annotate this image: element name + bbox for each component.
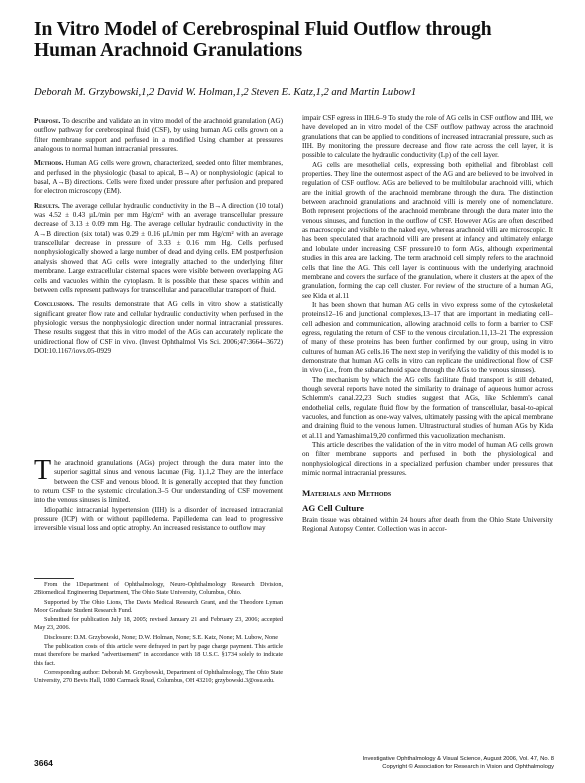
body-paragraph-4: The mechanism by which the AG cells facilitate fluid transport is still debated, though several reports have noted the similarity to drainage of aqueous humor across Schlemm's canal.22,23 Such studies suggest that AGs, like Schlemm's canal endothelial cells, regulate fluid flow by the formation of transcellular, basal-to-apical vacuoles, and function as one-way valves, ultimately passing with the apical membrane and draining fluid to the venous lumen. Ultrastructural studies of human AGs by Kida et al.11 and Yamashima19,20 confirmed this vacuolization mechanism. (302, 375, 553, 440)
footnote-rule (34, 578, 74, 579)
section-heading: Materials and Methods (302, 488, 392, 499)
author-list: Deborah M. Grzybowski,1,2 David W. Holman,1,2 Steven E. Katz,1,2 and Martin Lubow1 (34, 87, 417, 98)
right-column (302, 114, 553, 535)
abstract-methods (34, 159, 283, 196)
body-paragraph-2: AG cells are mesothelial cells, expressing both epithelial and fibroblast cell properties. They line the outermost aspect of the AG and are believed to be involved in regulation of CSF outflow. AGs are believed to be multilobular arachnoid villi, which are the initial growth of the arachnoid membrane through the dura. The distinction between arachnoid granulations and arachnoid villi is merely one of nomenclature. Both represent projections of the arachnoid membrane through the dura mater into the venous sinuses, and function in the outflow of CSF. However AGs are often described as macroscopic and visible to the naked eye, whereas arachnoid villi are microscopic. It has been speculated that arachnoid villi are present at infancy and ultimately enlarge and lobulate under increasing CSF pressure10 to form AGs, although experimental studies in this area are lacking. The term arachnoid cell simply refers to the arachnoid cells that line the AG. This cell layer is continuous with the underlying arachnoid membrane and covers the surface of the granulation, where it clusters at the apex of the granulation, forming the cap cell cluster. For review of the structure of a human AG, see Kida et al.11 (302, 160, 553, 300)
citation-doi: (Invest Ophthalmol Vis Sci. 2006;47:3664–3672) DOI:10.1167/iovs.05-0929 (34, 337, 283, 355)
page-number: 3664 (34, 758, 53, 768)
article-title: In Vitro Model of Cerebrospinal Fluid Outflow through Human Arachnoid Granulations (34, 19, 492, 61)
body-paragraph-6: Brain tissue was obtained within 24 hours after death from the Ohio State University Regional Autopsy Center. Collection was in accor- (302, 516, 553, 534)
results-text: The average cellular hydraulic conductivity in the B→A direction (10 total) was 4.52 ± 0.43 µL/min per mm Hg/cm² with an average transcellular pressure decrease of 3.13 ± 0.09 mm Hg. The average cellular hydraulic conductivity in the A→B direction (six total) was 0.29 ± 0.16 µL/min per mm Hg/cm² with an average transcellular decrease in pressure of 3.33 ± 0.16 mm Hg. Cells perfused nonphysiologically showed a large number of dead and dying cells. EM postperfusion analysis showed that AG cells were integrally attached to the underlying filter membrane. Large extracellular cisternal spaces were visible between overlapping AG cells and vacuoles within the cytoplasm. It is possible that these spaces within and between cells represent pathways for transcellular and paracellular transport of fluid. (34, 201, 284, 294)
footnote-support: Supported by The Ohio Lions, The Davis Medical Research Grant, and the Theodore Lyman Moor Graduate Student Research Fund. (34, 598, 283, 614)
footnote-dates: Submitted for publication July 18, 2005; revised January 21 and February 23, 2006; accepted May 23, 2006. (34, 616, 283, 632)
conclusions-label: Conclusions. (34, 300, 75, 309)
subsection-heading: AG Cell Culture (302, 502, 364, 513)
body-paragraph-1: impair CSF egress in IIH.6–9 To study the role of AG cells in CSF outflow and IIH, we have developed an in vitro model of the CSF outflow pathway across the arachnoid granulations that can be applied to conditions of increased intracranial pressure, such as IIH. By monitoring the pressure decrease and flow rate across the cell layer, it is possible to calculate the hydraulic conductivity (Lp) of the cell layer. (302, 114, 553, 160)
journal-citation: Investigative Ophthalmology & Visual Science, August 2006, Vol. 47, No. 8 (362, 756, 554, 762)
purpose-label: Purpose. (34, 117, 61, 125)
footnotes (34, 581, 283, 687)
body-paragraph-3: It has been shown that human AG cells in vivo express some of the cytoskeletal proteins12–16 and junctional complexes,13–17 that are important in mediating cell–cell adhesion and communication, allowing arachnoid cells to form a barrier to CSF egress, regulating the return of CSF to the venous circulation.11,13–21 The expression of many of these proteins has been further confirmed by our group, using in vitro cultures of human AG cells.16 The next step in verifying the validity of this model is to demonstrate that human AG cells in vitro can replicate the unidirectional flow of CSF in vivo (i.e., from the subarachnoid space through the AGs to the venous sinuses). (302, 300, 553, 375)
conclusions-text: The results demonstrate that AG cells in vitro show a statistically significant greater flow rate and cellular hydraulic conductivity when perfused in the physiologic versus the nonphysiologic direction under normal intracranial pressures. These results suggest that this in vitro model of the AGs can accurately replicate the unidirectional flow of CSF in vivo. (34, 300, 283, 346)
body-paragraph-5: This article describes the validation of the in vitro model of human AG cells grown on filter membrane supports and perfused in both the physiological and nonphysiological directions in a specialized perfusion chamber under pressures that mimic normal intracranial pressures. (302, 441, 553, 478)
methods-label: Methods. (34, 159, 64, 168)
footnote-affiliation: From the 1Department of Ophthalmology, Neuro-Ophthalmology Research Division, 2Biomedical Engineering Department, The Ohio State University, Columbus, Ohio. (34, 581, 283, 597)
footnote-costs: The publication costs of this article were defrayed in part by page charge payment. This article must therefore be marked "advertisement" in accordance with 18 U.S.C. §1734 solely to indicate this fact. (34, 643, 283, 667)
footnote-corresponding: Corresponding author: Deborah M. Grzybowski, Department of Ophthalmology, The Ohio State University, 270 Bevis Hall, 1080 Carmack Road, Columbus, OH 43210; grzybowski.3@osu.edu. (34, 668, 283, 685)
intro-text-1: he arachnoid granulations (AGs) project through the dura mater into the superior sagittal sinus and venous lacunae (Fig. 1).1,2 They are the interface between the CSF and venous blood. It is generally accepted that they function to return CSF to the systemic circulation.3–5 Our understanding of CSF movement into the venous sinuses is limited. (34, 459, 283, 505)
journal-footer (314, 756, 554, 772)
purpose-text: To describe and validate an in vitro model of the arachnoid granulation (AG) outflow pathway for cerebrospinal fluid (CSF), by using human AG cells grown on a filter membrane support and perfused in a modified Using chamber at pressures analogous to normal human intracranial pressures. (34, 117, 283, 154)
methods-text: Human AG cells were grown, characterized, seeded onto filter membranes, and perfused in the physiologic (basal to apical, B→A) or nonphysiologic (apical to basal, A→B) directions. Cells were fixed under pressure after perfusion and prepared for electron microscopy (EM). (34, 159, 283, 196)
abstract-results (34, 202, 283, 295)
abstract (34, 117, 283, 361)
copyright-line: Copyright © Association for Research in Vision and Ophthalmology (382, 763, 554, 770)
results-label: Results. (34, 201, 60, 210)
abstract-purpose (34, 117, 283, 154)
introduction (34, 455, 283, 534)
footnote-disclosure: Disclosure: D.M. Grzybowski, None; D.W. Holman, None; S.E. Katz, None; M. Lubow, None (44, 633, 278, 641)
drop-cap: T (34, 455, 52, 486)
abstract-conclusions (34, 300, 283, 356)
intro-paragraph-1 (34, 455, 283, 506)
intro-paragraph-2: Idiopathic intracranial hypertension (IIH) is a disorder of increased intracranial pressure (ICP) with or without papilledema. Papilledema can lead to progressive irreversible visual loss and optic atrophy. An increased resistance to outflow may (34, 505, 283, 533)
